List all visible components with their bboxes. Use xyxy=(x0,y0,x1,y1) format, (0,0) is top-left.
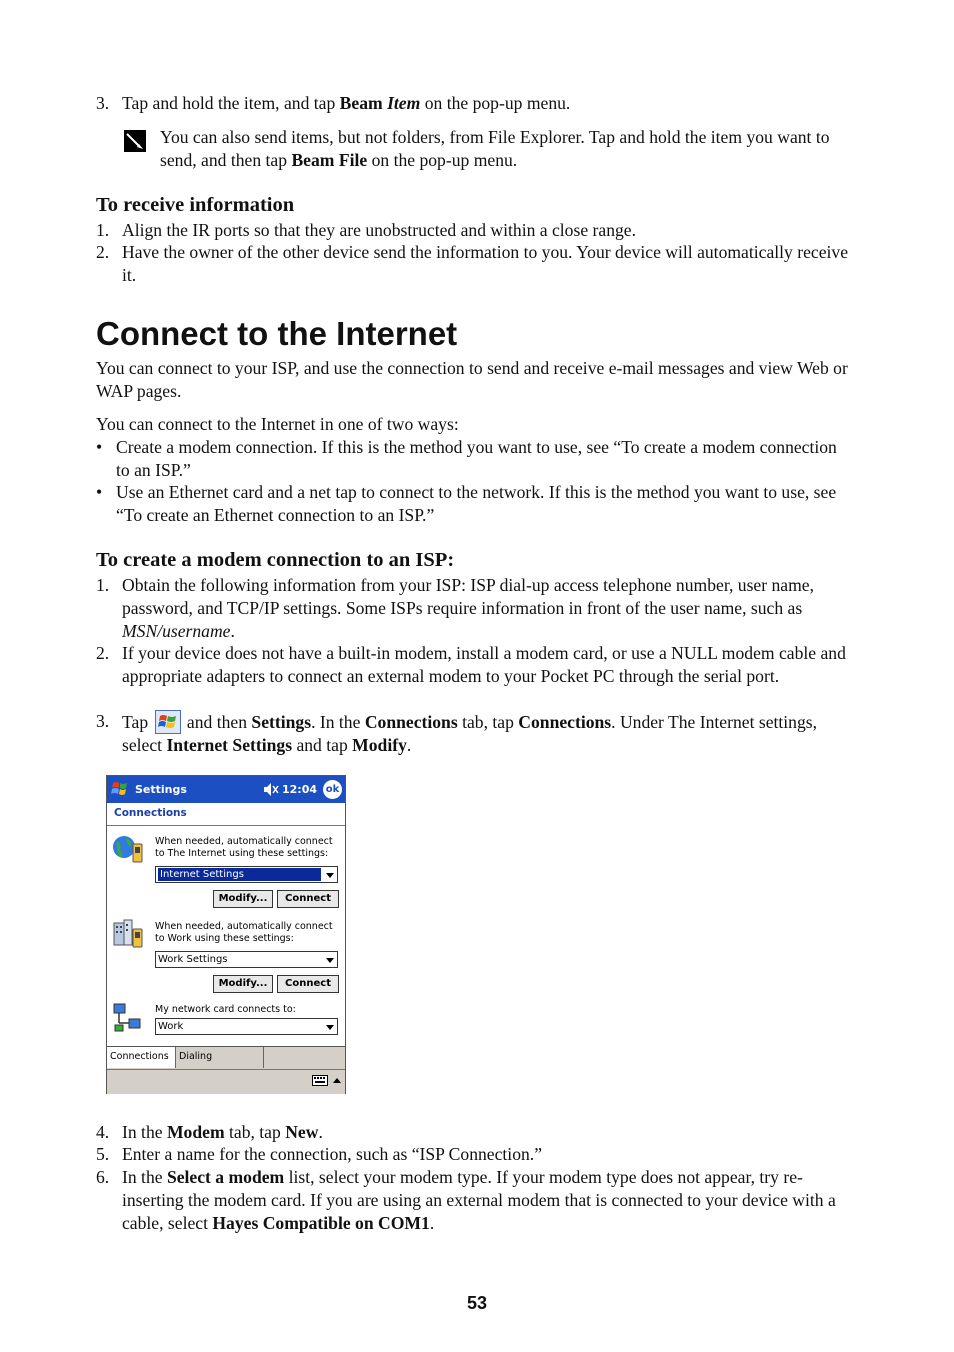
step-text: Tap and hold the item, and tap xyxy=(122,93,340,113)
internet-connect-button[interactable]: Connect xyxy=(277,890,339,908)
step-number: 2. xyxy=(96,643,110,663)
modem-step-1 xyxy=(96,574,858,643)
selected-value: Work xyxy=(158,1021,184,1032)
beam-step-3 xyxy=(96,92,858,115)
step-text: In the xyxy=(122,1167,167,1187)
step-number: 5. xyxy=(96,1144,110,1164)
step-text: . Under The Internet settings, select xyxy=(122,712,818,755)
bullet-ethernet xyxy=(96,481,846,527)
step-text: tab, tap xyxy=(457,712,519,732)
note-body: on the pop-up menu. xyxy=(367,150,518,170)
bold-term: Beam File xyxy=(291,150,368,170)
work-building-icon xyxy=(111,917,145,951)
work-modify-button[interactable]: Modify... xyxy=(213,975,273,993)
step-text: . xyxy=(230,621,235,641)
step-text: If your device does not have a built-in modem, install a modem card, or use a NULL modem cable and appropriate adapters to connect an external modem to your Pocket PC through the serial port. xyxy=(122,643,846,686)
step-number: 1. xyxy=(96,575,110,595)
bold-term: Beam xyxy=(339,93,388,113)
work-settings-label: When needed, automatically connect to Work using these settings: xyxy=(155,921,333,944)
command-bar xyxy=(107,1069,345,1094)
step-text: on the pop-up menu. xyxy=(420,93,571,113)
step-text: and then xyxy=(182,712,252,732)
bullet-glyph: • xyxy=(96,437,103,457)
step-text: Obtain the following information from your ISP: ISP dial-up access telephone number, user name, password, and TCP/IP settings. Some ISPs require information in front of the user name, such as xyxy=(122,575,814,618)
modem-heading: To create a modem connection to an ISP: xyxy=(96,549,455,571)
speaker-icon[interactable] xyxy=(262,781,280,798)
tab-connections[interactable]: Connections xyxy=(107,1047,176,1068)
tab-dialing-locations[interactable]: Dialing xyxy=(176,1047,264,1068)
keyboard-icon[interactable] xyxy=(312,1075,328,1086)
step-text: and tap xyxy=(292,735,353,755)
step-number: 4. xyxy=(96,1122,110,1142)
receive-step-1 xyxy=(96,219,858,242)
step-text: list, select your modem type. If your modem type does not appear, try re-inserting the modem card. If you are using an external modem that is connected to your device with a cable, select xyxy=(122,1167,836,1233)
step-number: 2. xyxy=(96,242,110,262)
page-number: 53 xyxy=(466,1293,488,1313)
step-number: 3. xyxy=(96,93,110,113)
note-body: You can also send items, but not folders, from File Explorer. Tap and hold the item you want to send, and then tap xyxy=(160,127,830,170)
page-subheading: Connections xyxy=(114,807,187,819)
work-connect-button[interactable]: Connect xyxy=(277,975,339,993)
note-text xyxy=(160,126,850,172)
step-number: 3. xyxy=(96,711,110,731)
internet-settings-select[interactable] xyxy=(155,866,338,883)
bullet-text: Create a modem connection. If this is the method you want to use, see “To create a modem connection to an ISP.” xyxy=(116,437,837,480)
step-number: 1. xyxy=(96,220,110,240)
step-text: Align the IR ports so that they are unobstructed and within a close range. xyxy=(122,220,636,240)
modem-step-3 xyxy=(96,710,858,757)
bold-term: Internet Settings xyxy=(166,735,293,755)
bold-italic-term: Item xyxy=(387,93,421,113)
windows-start-icon xyxy=(155,710,181,734)
chevron-down-icon xyxy=(326,958,334,963)
title-bar xyxy=(107,776,345,803)
step-text: . In the xyxy=(311,712,365,732)
selected-value: Work Settings xyxy=(158,954,228,965)
network-card-icon xyxy=(111,1001,145,1035)
clock[interactable]: 12:04 xyxy=(282,783,318,796)
modem-step-6 xyxy=(96,1166,858,1235)
tab-bar xyxy=(107,1046,345,1069)
step-number: 6. xyxy=(96,1167,110,1187)
chevron-down-icon xyxy=(326,1025,334,1030)
step-text: . xyxy=(318,1122,323,1142)
bold-term: Hayes Compatible on COM1 xyxy=(212,1213,430,1233)
modem-step-2 xyxy=(96,642,858,688)
bold-term: Settings xyxy=(251,712,312,732)
step-text: Enter a name for the connection, such as “ISP Connection.” xyxy=(122,1144,542,1164)
chevron-down-icon xyxy=(326,873,334,878)
intro-paragraph: You can connect to your ISP, and use the connection to send and receive e-mail messages and view Web or WAP pages. xyxy=(96,358,848,401)
step-text: In the xyxy=(122,1122,167,1142)
divider xyxy=(107,825,345,826)
input-menu-arrow-icon[interactable] xyxy=(333,1078,341,1083)
receive-step-2 xyxy=(96,241,858,287)
pocketpc-screenshot xyxy=(106,775,346,1094)
modem-step-4 xyxy=(96,1121,858,1144)
ways-paragraph: You can connect to the Internet in one of two ways: xyxy=(96,414,459,434)
note-pen-icon xyxy=(124,130,146,152)
bullet-text: Use an Ethernet card and a net tap to connect to the network. If this is the method you want to use, see “To create an Ethernet connection to an ISP.” xyxy=(116,482,837,525)
receive-heading: To receive information xyxy=(96,194,295,216)
work-settings-select[interactable] xyxy=(155,951,338,968)
bold-term: New xyxy=(285,1122,319,1142)
bullet-glyph: • xyxy=(96,482,103,502)
step-text: Tap xyxy=(122,712,153,732)
step-text: Have the owner of the other device send the information to you. Your device will automatically receive it. xyxy=(122,242,848,285)
windows-start-icon[interactable] xyxy=(110,779,131,800)
internet-modify-button[interactable]: Modify... xyxy=(213,890,273,908)
network-card-label: My network card connects to: xyxy=(155,1004,296,1015)
bold-term: Connections xyxy=(518,712,612,732)
bold-term: Select a modem xyxy=(166,1167,285,1187)
step-text: tab, tap xyxy=(224,1122,286,1142)
internet-settings-label: When needed, automatically connect to The Internet using these settings: xyxy=(155,836,333,859)
step-text: . xyxy=(406,735,412,755)
bullet-modem xyxy=(96,436,846,482)
bold-term: Modem xyxy=(166,1122,225,1142)
modem-step-5 xyxy=(96,1143,858,1166)
bold-term: Modify xyxy=(352,735,407,755)
internet-globe-icon xyxy=(111,832,145,866)
selected-value: Internet Settings xyxy=(158,868,321,881)
app-title: Settings xyxy=(135,783,187,796)
ok-button[interactable]: ok xyxy=(323,780,342,799)
italic-term: MSN/username xyxy=(122,621,231,641)
section-title: Connect to the Internet xyxy=(96,315,458,352)
network-card-select[interactable] xyxy=(155,1018,338,1035)
bold-term: Connections xyxy=(364,712,458,732)
step-text: . xyxy=(429,1213,435,1233)
